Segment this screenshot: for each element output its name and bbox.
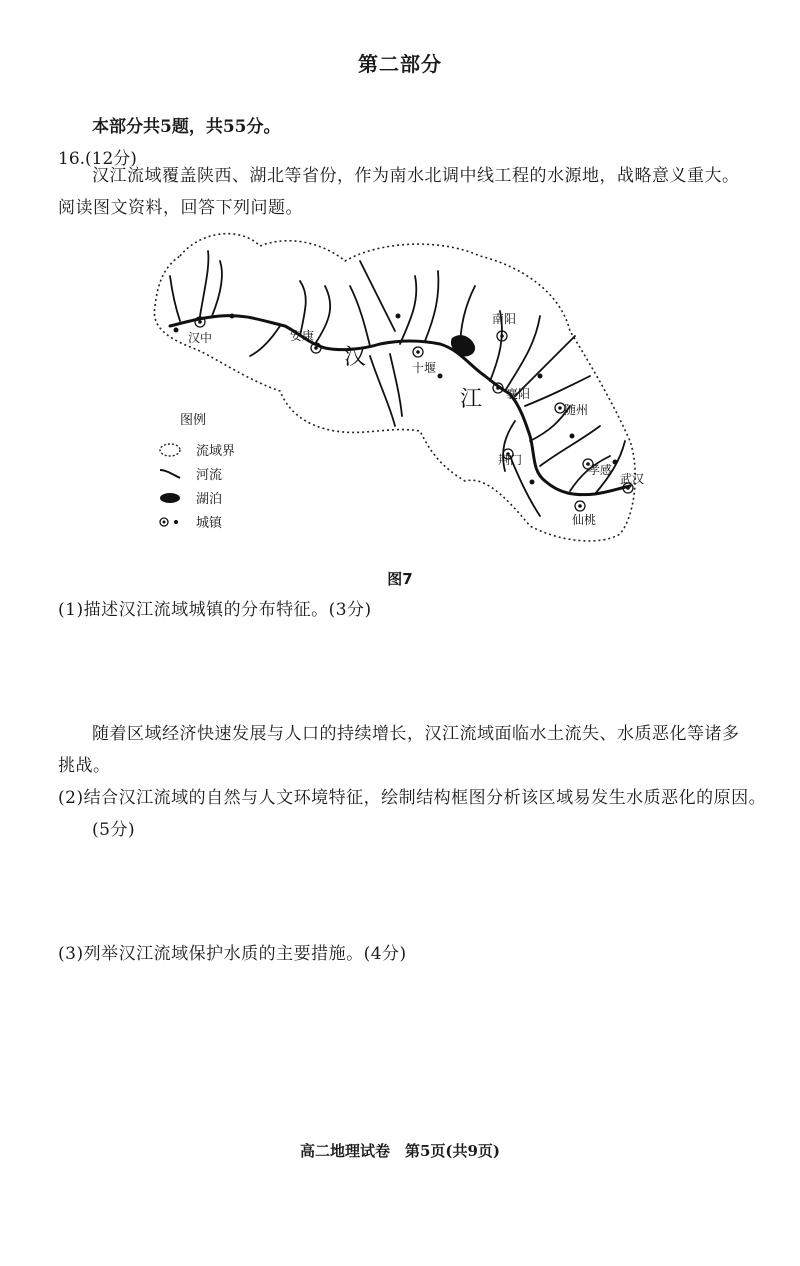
label-xiaogan: 孝感: [588, 463, 613, 477]
legend-boundary-symbol: [160, 444, 180, 456]
label-xiangyang: 襄阳: [506, 387, 531, 401]
legend-lake: 湖泊: [196, 492, 223, 507]
question-3: (3)列举汉江流域保护水质的主要措施。(4分): [58, 944, 407, 964]
question-2: (2)结合汉江流域的自然与人文环境特征，绘制结构框图分析该区域易发生水质恶化的原因。(5分): [58, 788, 767, 840]
label-river-jiang: 江: [460, 387, 483, 412]
lake-danjiangkou: [451, 335, 475, 356]
town-dot: [396, 314, 401, 319]
legend-town: 城镇: [196, 516, 223, 531]
town-dot: [438, 374, 443, 379]
map-legend: [160, 413, 235, 531]
figure-caption: 图7: [387, 570, 413, 588]
legend-boundary: 流域界: [196, 444, 236, 459]
label-hanzhong: 汉中: [188, 331, 213, 345]
section-intro: 本部分共5题，共55分。: [92, 117, 281, 137]
legend-lake-symbol: [160, 493, 180, 503]
label-ankang: 安康: [290, 329, 315, 343]
stem-paragraph: 汉江流域覆盖陕西、湖北等省份，作为南水北调中线工程的水源地，战略意义重大。阅读图文资料，回答下列问题。: [58, 166, 740, 218]
label-jingmen: 荆门: [498, 453, 523, 467]
page-footer: 高二地理试卷 第5页(共9页): [299, 1142, 501, 1160]
label-nanyang: 南阳: [492, 312, 517, 326]
legend-river: 河流: [196, 468, 223, 483]
label-suizhou: 随州: [564, 403, 589, 417]
label-wuhan: 武汉: [620, 472, 645, 486]
town-dot: [230, 314, 235, 319]
town-dot: [613, 460, 618, 465]
label-xiantao: 仙桃: [572, 513, 597, 527]
legend-title: 图例: [180, 413, 207, 428]
section-title: 第二部分: [358, 52, 442, 76]
town-dot: [538, 374, 543, 379]
legend-river-symbol: [160, 470, 180, 478]
town-dot: [174, 328, 179, 333]
question-number: 16.(12分): [58, 149, 137, 169]
label-shiyan: 十堰: [412, 361, 437, 375]
stem-paragraph-2: 随着区域经济快速发展与人口的持续增长，汉江流域面临水土流失、水质恶化等诸多挑战。: [58, 724, 740, 776]
han-river-basin-map: [140, 226, 660, 556]
town-dot: [570, 434, 575, 439]
question-1: (1)描述汉江流域城镇的分布特征。(3分): [58, 600, 372, 620]
town-dot: [530, 480, 535, 485]
label-river-han: 汉: [344, 345, 367, 370]
basin-boundary: [154, 234, 635, 541]
